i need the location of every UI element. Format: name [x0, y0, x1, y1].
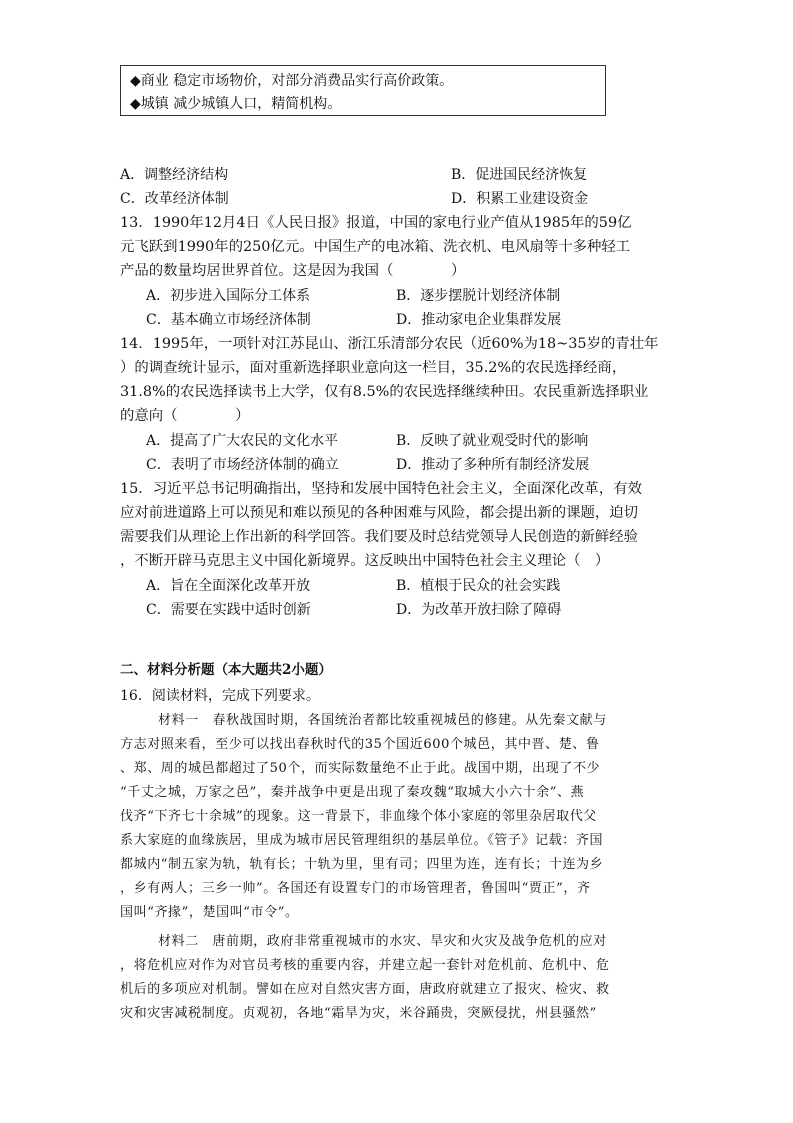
- box-row-towns: ◆城镇 减少城镇人口，精简机构。: [130, 96, 342, 112]
- q13-option-a: A．初步进入国际分工体系: [146, 288, 311, 304]
- q13-option-b: B．逐步摆脱计划经济体制: [396, 288, 561, 304]
- q13-stem-line: 元飞跃到1990年的250亿元。中国生产的电冰箱、洗衣机、电风扇等十多种轻工: [120, 239, 631, 255]
- q13-option-d: D．推动家电企业集群发展: [396, 312, 562, 328]
- q14-stem-line: 31.8%的农民选择读书上大学，仅有8.5%的农民选择继续种田。农民重新选择职业: [120, 384, 649, 400]
- q15-stem-line: ，不断开辟马克思主义中国化新境界。这反映出中国特色社会主义理论（ ）: [120, 553, 610, 569]
- material1-line: “千丈之城，万家之邑”，秦并战争中更是出现了秦攻魏“取城大小六十余”、燕: [120, 785, 585, 800]
- material1-line: 伐齐“下齐七十余城”的现象。这一背景下，非血缘个体小家庭的邻里杂居取代父: [120, 809, 597, 824]
- q15-option-d: D．为改革开放扫除了障碍: [396, 602, 562, 618]
- material2-line: 材料二 唐前期，政府非常重视城市的水灾、旱灾和火灾及战争危机的应对: [158, 934, 607, 949]
- material2-line: 机后的多项应对机制。譬如在应对自然灾害方面，唐政府就建立了报灾、检灾、救: [120, 982, 610, 997]
- material1-line: 系大家庭的血缘族居，里成为城市居民管理组织的基层单位。《管子》记载：齐国: [120, 833, 604, 848]
- q16-intro: 16．阅读材料，完成下列要求。: [120, 688, 320, 704]
- q15-stem-line: 应对前进道路上可以预见和难以预见的各种困难与风险，都会提出新的课题，迫切: [120, 505, 639, 521]
- q13-stem-line: 13．1990年12月4日《人民日报》报道，中国的家电行业产值从1985年的59亿: [120, 215, 632, 231]
- box-row-commerce: ◆商业 稳定市场物价，对部分消费品实行高价政策。: [130, 73, 454, 89]
- section-title: 二、材料分析题（本大题共2小题）: [120, 662, 332, 678]
- q14-option-d: D．推动了多种所有制经济发展: [396, 457, 590, 473]
- material1-line: 都城内“制五家为轨，轨有长；十轨为里，里有司；四里为连，连有长；十连为乡: [120, 857, 604, 872]
- q12-option-c: C．改革经济体制: [120, 191, 229, 207]
- q14-stem-line: ）的调查统计显示，面对重新选择职业意向这一栏目，35.2%的农民选择经商，: [120, 360, 627, 376]
- q14-option-c: C．表明了市场经济体制的确立: [146, 457, 339, 473]
- material1-line: 方志对照来看，至少可以找出春秋时代的35个国近600个城邑，其中晋、楚、鲁: [120, 737, 600, 752]
- policy-table-box: [120, 65, 606, 116]
- material1-line: 、郑、周的城邑都超过了50个，而实际数量绝不止于此。战国中期，出现了不少: [120, 761, 601, 776]
- q15-stem-line: 需要我们从理论上作出新的科学回答。我们要及时总结党领导人民创造的新鲜经验: [120, 529, 639, 545]
- material1-line: ，乡有两人；三乡一帅”。各国还有设置专门的市场管理者，鲁国叫“贾正”，齐: [120, 881, 591, 896]
- material1-line: 材料一 春秋战国时期，各国统治者都比较重视城邑的修建。从先秦文献与: [158, 713, 607, 728]
- q12-option-a: A．调整经济结构: [120, 167, 229, 183]
- q13-stem-line: 产品的数量均居世界首位。这是因为我国（ ）: [120, 263, 466, 279]
- q15-option-b: B．植根于民众的社会实践: [396, 578, 561, 594]
- q12-option-d: D．积累工业建设资金: [451, 191, 589, 207]
- q13-option-c: C．基本确立市场经济体制: [146, 312, 311, 328]
- q14-stem-line: 14．1995年，一项针对江苏昆山、浙江乐清部分农民（近60%为18~35岁的青壮年: [120, 336, 659, 352]
- q14-stem-line: 的意向（ ）: [120, 408, 250, 424]
- q15-stem-line: 15．习近平总书记明确指出，坚持和发展中国特色社会主义，全面深化改革，有效: [120, 481, 642, 497]
- q14-option-b: B．反映了就业观受时代的影响: [396, 433, 589, 449]
- material2-line: ，将危机应对作为对官员考核的重要内容，并建立起一套针对危机前、危机中、危: [120, 958, 610, 973]
- q15-option-c: C．需要在实践中适时创新: [146, 602, 311, 618]
- material2-line: 灾和灾害减税制度。贞观初，各地“霜旱为灾，米谷踊贵，突厥侵扰，州县骚然”: [120, 1006, 597, 1021]
- material1-line: 国叫“齐掾”，楚国叫“市令”。: [120, 905, 299, 920]
- q14-option-a: A．提高了广大农民的文化水平: [146, 433, 339, 449]
- q15-option-a: A．旨在全面深化改革开放: [146, 578, 311, 594]
- q12-option-b: B．促进国民经济恢复: [451, 167, 588, 183]
